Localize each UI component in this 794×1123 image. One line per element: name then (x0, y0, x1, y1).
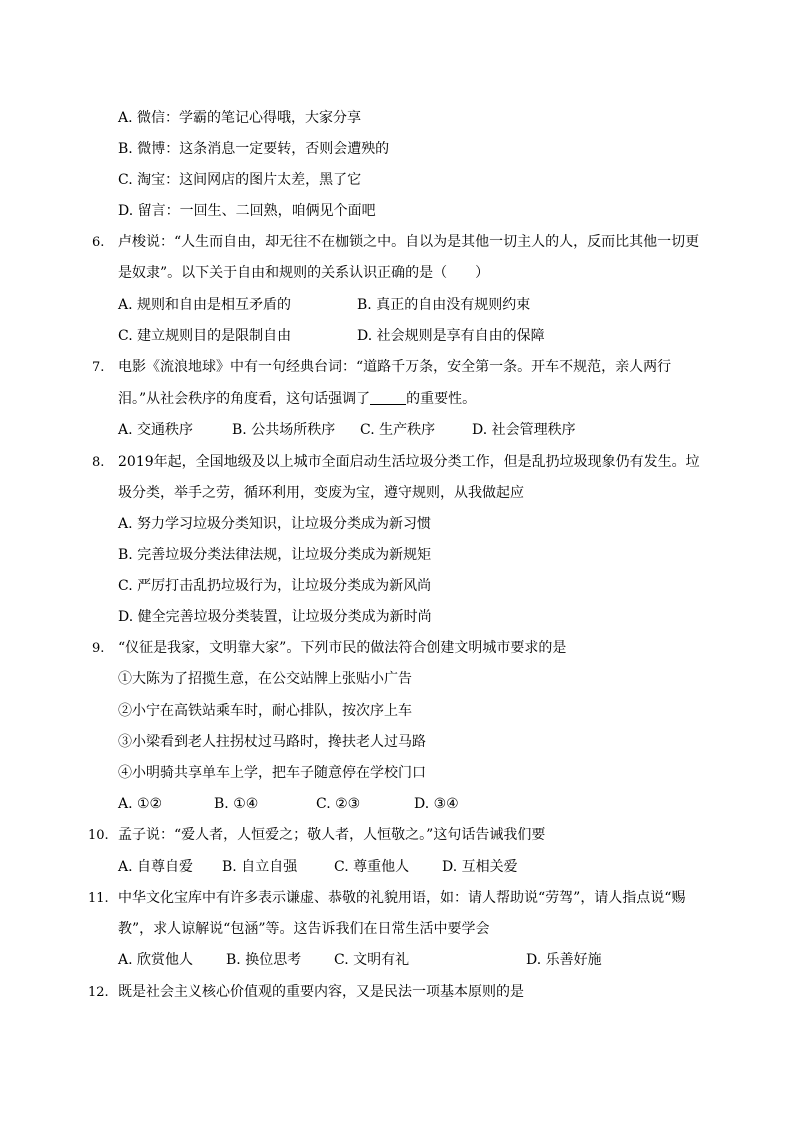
q6-option-c: C. 建立规则目的是限制自由 (118, 328, 292, 344)
q9-statement-1: ①大陈为了招揽生意，在公交站牌上张贴小广告 (118, 671, 412, 687)
q8-option-b: B. 完善垃圾分类法律法规，让垃圾分类成为新规矩 (118, 547, 432, 563)
q11-option-a: A. 欣赏他人 (118, 952, 194, 968)
q10-option-d: D. 互相关爱 (442, 859, 518, 875)
q7-option-c: C. 生产秩序 (360, 422, 436, 438)
q9-statement-3: ③小梁看到老人拄拐杖过马路时，搀扶老人过马路 (118, 734, 426, 750)
q7-stem-line1: 电影《流浪地球》中有一句经典台词：“道路千万条，安全第一条。开车不规范，亲人两行 (118, 359, 672, 375)
q7-option-b: B. 公共场所秩序 (232, 422, 336, 438)
q9-number: 9. (92, 641, 105, 656)
q11-stem-line1: 中华文化宝库中有许多表示谦虚、恭敬的礼貌用语，如：请人帮助说“劳驾”，请人指点说“赐 (118, 890, 686, 906)
q9-option-d: D. ③④ (414, 796, 459, 812)
q8-stem-line1: 2019年起，全国地级及以上城市全面启动生活垃圾分类工作，但是乱扔垃圾现象仍有发生。垃 (118, 454, 700, 470)
q11-option-d: D. 乐善好施 (526, 952, 602, 968)
q6-option-d: D. 社会规则是享有自由的保障 (357, 328, 545, 344)
q10-option-a: A. 自尊自爱 (118, 859, 194, 875)
q10-number: 10. (88, 828, 109, 843)
q6-option-b: B. 真正的自由没有规则约束 (357, 297, 531, 313)
q9-statement-4: ④小明骑共享单车上学，把车子随意停在学校门口 (118, 765, 426, 781)
q9-statement-2: ②小宁在高铁站乘车时，耐心排队，按次序上车 (118, 703, 412, 719)
q6-option-a: A. 规则和自由是相互矛盾的 (118, 297, 292, 313)
q7-stem-line2-part2: 的重要性。 (406, 391, 477, 407)
q8-number: 8. (92, 455, 105, 470)
q5-option-a: A. 微信：学霸的笔记心得哦，大家分享 (118, 110, 362, 126)
q11-option-c: C. 文明有礼 (334, 952, 410, 968)
q5-option-d: D. 留言：一回生、二回熟，咱俩见个面吧 (118, 203, 376, 219)
q6-number: 6. (92, 235, 105, 250)
q7-number: 7. (92, 360, 105, 375)
q10-option-c: C. 尊重他人 (334, 859, 410, 875)
q8-option-d: D. 健全完善垃圾分类装置，让垃圾分类成为新时尚 (118, 609, 432, 625)
q12-stem-line1: 既是社会主义核心价值观的重要内容，又是民法一项基本原则的是 (118, 984, 524, 1000)
q5-option-c: C. 淘宝：这间网店的图片太差，黑了它 (118, 172, 362, 188)
q10-option-b: B. 自立自强 (222, 859, 298, 875)
q8-stem-line2: 圾分类，举手之劳，循环利用，变废为宝，遵守规则，从我做起应 (118, 485, 524, 501)
q8-option-a: A. 努力学习垃圾分类知识，让垃圾分类成为新习惯 (118, 516, 432, 532)
q9-stem-line1: “仪征是我家，文明靠大家”。下列市民的做法符合创建文明城市要求的是 (118, 640, 567, 656)
q11-stem-line2: 教”，求人谅解说“包涵”等。这告诉我们在日常生活中要学会 (118, 921, 490, 937)
q7-option-d: D. 社会管理秩序 (472, 422, 576, 438)
q5-option-b: B. 微博：这条消息一定要转，否则会遭殃的 (118, 141, 390, 157)
q12-number: 12. (88, 985, 109, 1000)
q6-stem-line2: 是奴隶”。以下关于自由和规则的关系认识正确的是（ ） (118, 265, 490, 281)
q11-number: 11. (88, 891, 109, 906)
q9-option-b: B. ①④ (214, 796, 259, 812)
q9-option-c: C. ②③ (316, 796, 361, 812)
q9-option-a: A. ①② (118, 796, 163, 812)
answer-blank (370, 390, 406, 405)
q11-option-b: B. 换位思考 (226, 952, 302, 968)
q10-stem-line1: 孟子说：“爱人者，人恒爱之；敬人者，人恒敬之。”这句话告诫我们要 (118, 827, 546, 843)
q7-stem-line2 (118, 389, 476, 409)
q7-stem-line2-part1: 泪。”从社会秩序的角度看，这句话强调了 (118, 391, 371, 407)
q6-stem-line1: 卢梭说：“人生而自由，却无往不在枷锁之中。自以为是其他一切主人的人，反而比其他一切更 (118, 234, 700, 250)
q8-option-c: C. 严厉打击乱扔垃圾行为，让垃圾分类成为新风尚 (118, 578, 432, 594)
q7-option-a: A. 交通秩序 (118, 422, 194, 438)
